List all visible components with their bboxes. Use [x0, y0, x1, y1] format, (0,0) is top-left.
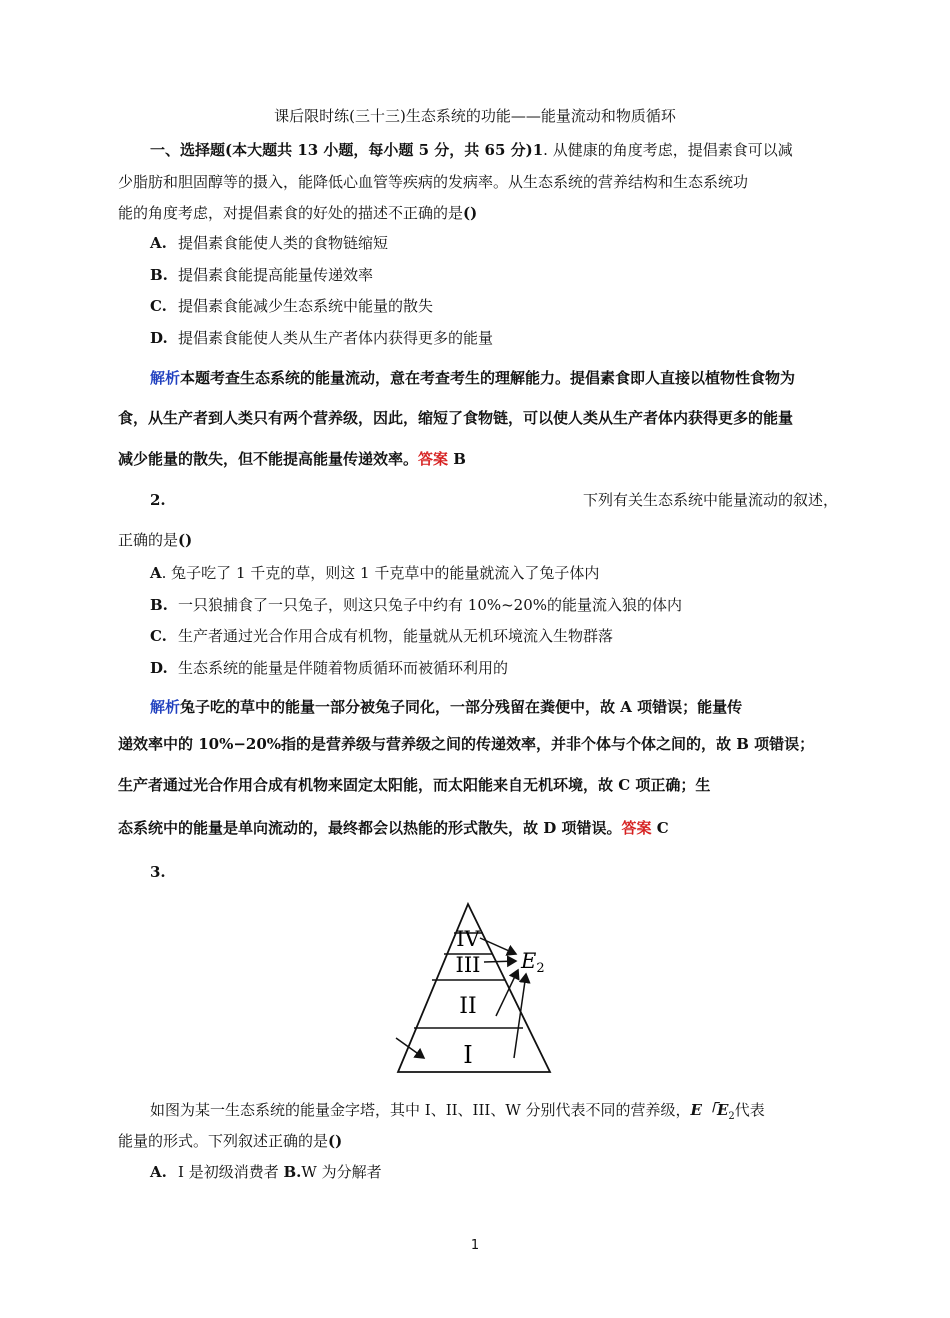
option-text: 生产者通过光合作用合成有机物，能量就从无机环境流入生物群落: [178, 627, 614, 645]
question-2-stem-end: [118, 530, 192, 550]
arrow-iii-to-e2: [484, 961, 516, 962]
q3-options-line: [150, 1162, 382, 1182]
option-label: B.: [150, 596, 168, 614]
q1-analysis-line-1: [150, 368, 795, 388]
option-text: W 为分解者: [301, 1163, 382, 1181]
stem-e-symbol: E「E: [690, 1101, 729, 1119]
q1-option-a: [150, 233, 388, 253]
analysis-tag: 解析: [150, 698, 181, 716]
q2-analysis-line-1: [150, 697, 742, 717]
option-label: B.: [150, 266, 168, 284]
arrow-iv-to-e2: [480, 938, 516, 954]
option-label: D.: [150, 659, 168, 677]
stem-text: 代表: [734, 1101, 765, 1119]
option-label: C.: [150, 627, 167, 645]
analysis-tag: 解析: [150, 369, 181, 387]
stem-e-subscript: 2: [728, 1111, 735, 1122]
question-3-number: 3.: [150, 863, 166, 881]
analysis-text: 减少能量的散失，但不能提高能量传递效率。: [118, 450, 419, 468]
answer-value: C: [651, 819, 669, 837]
answer-paren: (): [463, 204, 478, 222]
analysis-text: 本题考查生态系统的能量流动，意在考查考生的理解能力。提倡素食即人直接以植物性食物为: [180, 369, 796, 387]
level-label-iv: IV: [456, 927, 480, 951]
question-3-stem-line-1: [150, 1100, 765, 1127]
option-label: A.: [150, 1163, 167, 1181]
q1-option-b: [150, 265, 373, 285]
answer-paren: (): [328, 1132, 343, 1150]
stem-text: 能量的形式。下列叙述正确的是: [118, 1132, 329, 1150]
arrow-i-to-e2: [514, 974, 526, 1058]
page-number: 1: [470, 1238, 480, 1253]
answer-tag: 答案: [418, 450, 449, 468]
question-2-stem-start: 下列有关生态系统中能量流动的叙述，: [582, 491, 838, 509]
question-1-line-1: [150, 140, 793, 160]
question-1-line-2: 少脂肪和胆固醇等的摄入，能降低心血管等疾病的发病率。从生态系统的营养结构和生态系统功: [118, 173, 749, 191]
option-text: 提倡素食能减少生态系统中能量的散失: [178, 297, 434, 315]
q2-option-a: [150, 563, 599, 583]
question-2-number: 2.: [150, 491, 166, 509]
option-text: 提倡素食能使人类从生产者体内获得更多的能量: [178, 329, 494, 347]
stem-text: 正确的是: [118, 531, 179, 549]
level-label-iii: III: [455, 953, 481, 977]
question-1-line-3: [118, 203, 477, 223]
answer-value: B: [448, 450, 466, 468]
option-text: 提倡素食能提高能量传递效率: [178, 266, 374, 284]
e2-label: E2: [521, 949, 545, 976]
option-label: A.: [150, 234, 167, 252]
question-3-stem-line-2: [118, 1131, 342, 1151]
level-label-ii: II: [459, 994, 477, 1019]
option-label: B.: [283, 1163, 302, 1181]
option-text: 提倡素食能使人类的食物链缩短: [178, 234, 389, 252]
analysis-text: 兔子吃的草中的能量一部分被兔子同化，一部分残留在粪便中，故 A 项错误；能量传: [180, 698, 743, 716]
q1-analysis-line-2: 食，从生产者到人类只有两个营养级，因此，缩短了食物链，可以使人类从生产者体内获得更多的能量: [118, 409, 794, 427]
q2-analysis-line-4: [118, 818, 669, 838]
question-1-number: 1: [532, 141, 544, 159]
analysis-text: 态系统中的能量是单向流动的，最终都会以热能的形式散失，故 D 项错误。: [118, 819, 622, 837]
option-label: C.: [150, 297, 167, 315]
option-text: I 是初级消费者: [178, 1163, 279, 1181]
arrow-ii-to-e2: [496, 970, 518, 1016]
q2-analysis-line-2: 递效率中的 10%−20%指的是营养级与营养级之间的传递效率，并非个体与个体之间的，故 B 项错误；: [118, 735, 815, 753]
option-label: A: [150, 564, 162, 582]
q1-option-d: [150, 328, 493, 348]
q2-option-c: [150, 626, 613, 646]
q2-analysis-line-3: 生产者通过光合作用合成有机物来固定太阳能，而太阳能来自无机环境，故 C 项正确；生: [118, 776, 711, 794]
energy-pyramid-figure: [390, 898, 560, 1080]
option-text: . 兔子吃了 1 千克的草，则这 1 千克草中的能量就流入了兔子体内: [161, 564, 600, 582]
answer-tag: 答案: [621, 819, 652, 837]
level-label-i: I: [463, 1041, 473, 1069]
option-label: D.: [150, 329, 168, 347]
document-title: 课后限时练(三十三)生态系统的功能——能量流动和物质循环: [274, 107, 676, 125]
answer-paren: (): [178, 531, 193, 549]
option-text: 一只狼捕食了一只兔子，则这只兔子中约有 10%~20%的能量流入狼的体内: [178, 596, 683, 614]
question-1-stem-start: . 从健康的角度考虑，提倡素食可以减: [543, 141, 793, 159]
q1-analysis-line-3: [118, 449, 466, 469]
q2-option-b: [150, 595, 682, 615]
question-1-stem-end: 能的角度考虑，对提倡素食的好处的描述不正确的是: [118, 204, 464, 222]
q1-option-c: [150, 296, 433, 316]
section-heading: 一、选择题(本大题共 13 小题，每小题 5 分，共 65 分): [150, 141, 533, 159]
stem-text: 如图为某一生态系统的能量金字塔，其中 I、II、III、W 分别代表不同的营养级，: [150, 1101, 691, 1119]
option-text: 生态系统的能量是伴随着物质循环而被循环利用的: [178, 659, 509, 677]
q2-option-d: [150, 658, 508, 678]
